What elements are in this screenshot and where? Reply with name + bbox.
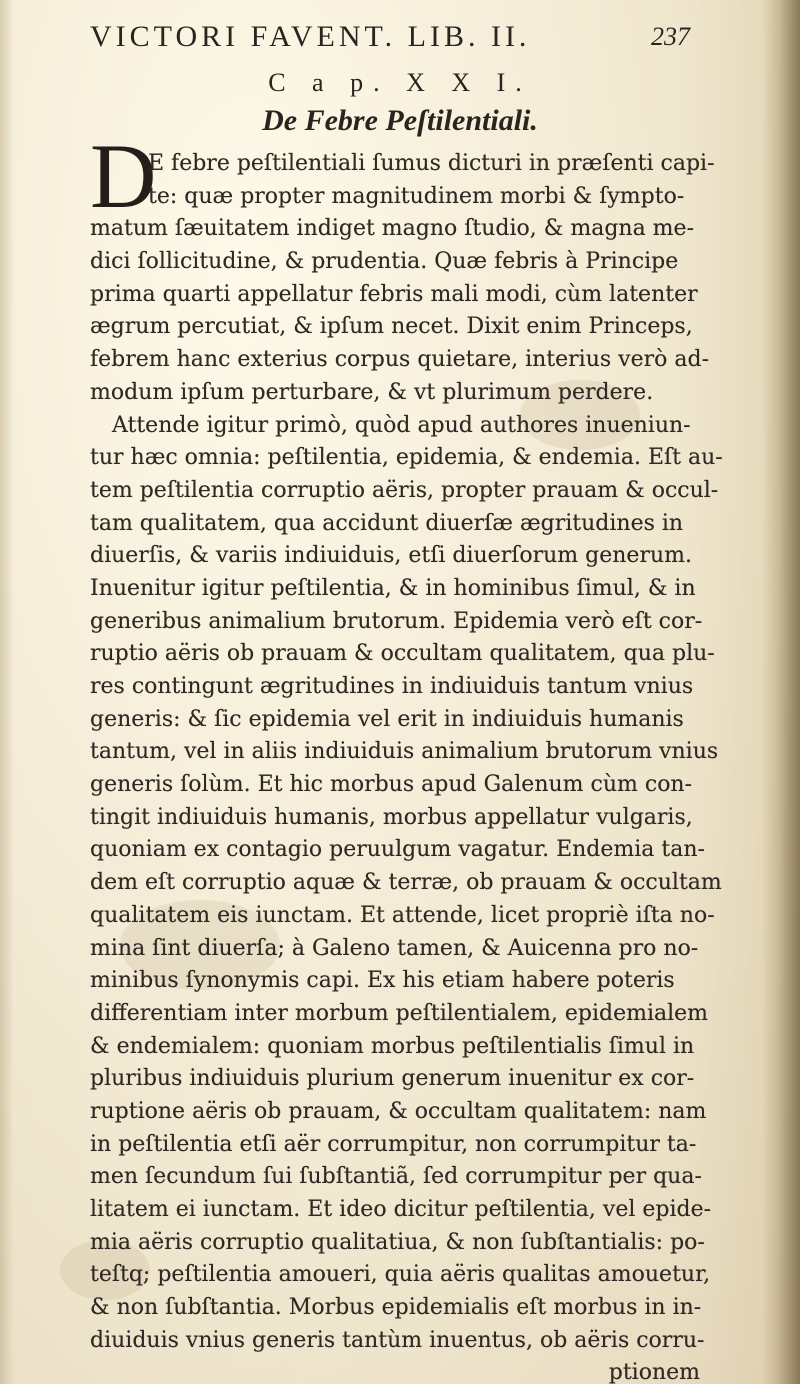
chapter-label: C a p. X X I. [268,68,532,97]
text-line: tem peſtilentia corruptio aëris, propter prauam & occul- [90,477,719,503]
text-line: te: quæ propter magnitudinem morbi & ſympto- [148,183,685,209]
text-line: mina ſint diuerſa; à Galeno tamen, & Auicenna pro no- [90,935,699,961]
page-edge-shadow [0,0,14,1384]
catchword: ptionem [608,1360,700,1384]
page-header [90,20,690,70]
text-line: febrem hanc exterius corpus quietare, interius verò ad- [90,347,710,373]
text-line: in peſtilentia etſi aër corrumpitur, non corrumpitur ta- [90,1131,697,1157]
text-line: & endemialem: quoniam morbus peſtilentialis ſimul in [90,1033,695,1059]
text-line: prima quarti appellatur febris mali modi, cùm latenter [90,281,698,307]
text-line: res contingunt ægritudines in indiuiduis tantum vnius [90,674,694,699]
text-line: generibus animalium brutorum. Epidemia verò eſt cor- [90,608,703,634]
text-line: modum ipſum perturbare, & vt plurimum perdere. [90,379,654,405]
text-line: ruptione aëris ob prauam, & occultam qualitatem: nam [90,1098,707,1124]
text-line: & non ſubſtantia. Morbus epidemialis eſt morbus in in- [90,1295,702,1321]
text-line: tantum, vel in aliis indiuiduis animalium brutorum vnius [90,739,719,765]
text-line: diuerſis, & variis indiuiduis, etſi diuerſorum generum. [90,543,692,569]
text-line: tur hæc omnia: peſtilentia, epidemia, & endemia. Eſt au- [90,445,723,471]
spine-shadow [762,0,800,1384]
text-line: tam qualitatem, qua accidunt diuerſæ ægritudines in [90,510,684,536]
text-line: litatem ei iunctam. Et ideo dicitur peſtilentia, vel epide- [90,1197,712,1222]
text-line: generis: & ſic epidemia vel erit in indiuiduis humanis [90,706,684,732]
text-line: differentiam inter morbum peſtilentialem, epidemialem [90,1000,709,1026]
text-line: Attende igitur primò, quòd apud authores inueniun- [112,412,691,438]
text-line: men ſecundum ſui ſubſtantiã, ſed corrumpitur per qua- [90,1164,702,1190]
text-line: pluribus indiuiduis plurium generum inuenitur ex cor- [90,1066,695,1092]
text-line: teſtq; peſtilentia amoueri, quia aëris qualitas amouetur, [90,1262,711,1288]
text-line: qualitatem eis iunctam. Et attende, licet propriè iſta no- [90,902,715,928]
text-line: E febre peſtilentiali ſumus dicturi in præſenti capi- [148,151,715,176]
text-line: diuiduis vnius generis tantùm inuentus, ob aëris corru- [90,1327,705,1353]
text-line: dem eſt corruptio aquæ & terræ, ob prauam & occultam [90,870,722,896]
text-line: Inuenitur igitur peſtilentia, & in hominibus ſimul, & in [90,575,696,601]
chapter-title: De Febre Peſtilentiali. [262,104,538,137]
drop-cap-initial: D [90,125,157,227]
text-line: dici ſollicitudine, & prudentia. Quæ febris à Principe [90,249,679,275]
text-line: tingit indiuiduis humanis, morbus appellatur vulgaris, [90,804,693,830]
body-text [90,148,730,1384]
text-line: generis ſolùm. Et hic morbus apud Galenum cùm con- [90,772,693,798]
page-number: 237 [651,22,690,51]
text-line: minibus ſynonymis capi. Ex his etiam habere poteris [90,968,675,994]
text-line: ruptio aëris ob prauam & occultam qualitatem, qua plu- [90,641,715,667]
text-line: quoniam ex contagio peruulgum vagatur. Endemia tan- [90,837,705,863]
running-head: VICTORI FAVENT. LIB. II. [90,20,531,53]
text-line: ægrum percutiat, & ipſum necet. Dixit enim Princeps, [90,314,693,340]
text-line: matum ſæuitatem indiget magno ſtudio, & magna me- [90,216,695,242]
text-line: mia aëris corruptio qualitatiua, & non ſubſtantialis: po- [90,1229,705,1255]
